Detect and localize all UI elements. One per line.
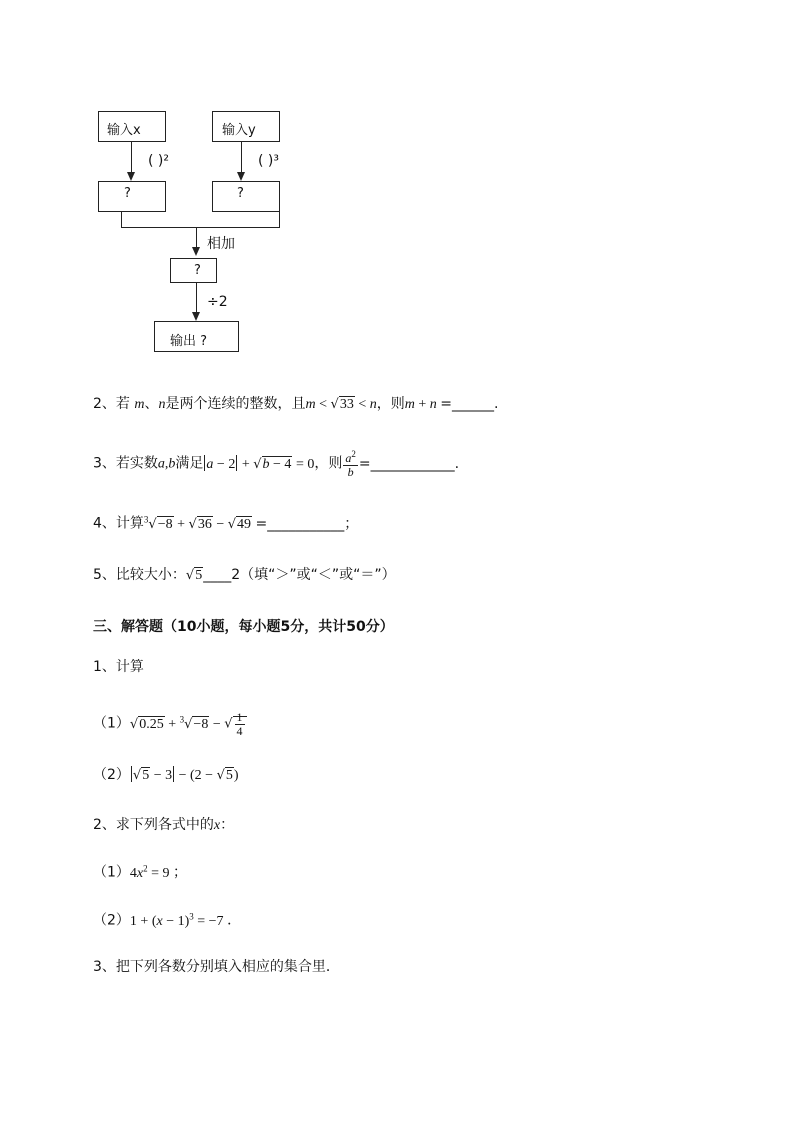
question-4: 4、计算$^3$√−8 + √36 − √49 =___________； xyxy=(93,514,359,532)
p1-2-label: （2） xyxy=(93,767,130,783)
p1-1-label: （1） xyxy=(93,715,130,732)
section-3-heading: 三、解答题（10小题，每小题5分，共计50分） xyxy=(93,619,394,635)
problem-2-part-1: $(1)4x^2 = 9$ ； xyxy=(93,863,188,881)
q2-answer-blank[interactable]: =______. xyxy=(440,396,499,412)
problem-1-title: 1、计算 xyxy=(93,659,144,675)
q4-prefix: 4、计算 xyxy=(93,515,144,532)
q2-text1: 是两个连续的整数，且 xyxy=(165,396,306,412)
cubed-result-box xyxy=(212,181,280,212)
sum-unknown: ? xyxy=(194,263,201,278)
output-label: 输出 ? xyxy=(170,334,208,349)
p2-variable: x xyxy=(213,818,221,833)
question-2: 2、若 m、n是两个连续的整数，且m < √33 < n，则m + n =______. xyxy=(93,396,499,412)
merge-line-right xyxy=(279,212,280,227)
input-y-label: 输入y xyxy=(222,123,256,138)
cubed-result-unknown: ? xyxy=(237,186,244,201)
problem-2-part-2: $(2)1 + (x - 1)^3 = -7$ ． xyxy=(93,911,242,929)
arrow-head-y xyxy=(237,172,245,181)
p2-1-label: （1） xyxy=(93,864,130,881)
cube-operation-label: ( )³ xyxy=(258,153,279,169)
problem-3-title: 3、把下列各数分别填入相应的集合里． xyxy=(93,959,340,975)
merge-line-left xyxy=(121,212,122,227)
problem-1-part-1: （1）√0.25 + $^3$√−8 − √ $\frac{1}{4}$ xyxy=(93,709,247,738)
merge-line-horizontal xyxy=(121,227,280,228)
divide-arrow-line xyxy=(196,283,197,312)
p2-2-label: （2） xyxy=(93,912,130,929)
q2-text2: ，则 xyxy=(376,396,405,412)
merge-line-down xyxy=(196,227,197,247)
problem-2-title: 2、求下列各式中的x： xyxy=(93,817,235,833)
q3-prefix: 3、若实数 xyxy=(93,455,158,472)
arrow-line-x xyxy=(131,142,132,172)
question-3: 3、若实数a,b满足 a − 2 + √b − 4 = 0，则 $\frac{a^2}{b}$ =____________. xyxy=(93,449,460,479)
merge-arrow-head xyxy=(192,247,200,256)
q2-prefix: 2、若 xyxy=(93,396,135,412)
problem-1-part-2: （2） √5 − 3 − (2 − √5) xyxy=(93,767,239,783)
q4-answer-blank[interactable]: =___________； xyxy=(255,515,359,532)
add-operation-label: 相加 xyxy=(207,236,235,252)
q3-answer-blank[interactable]: =____________. xyxy=(358,455,460,472)
divide-arrow-head xyxy=(192,312,200,321)
q5-prefix: 5、比较大小： xyxy=(93,567,186,583)
q3-text2: ，则 xyxy=(314,455,343,472)
square-operation-label: ( )² xyxy=(148,153,169,169)
q3-text1: 满足 xyxy=(175,455,204,472)
q5-answer-blank[interactable]: ____2（填“＞”或“＜”或“＝”） xyxy=(203,567,396,583)
squared-result-box xyxy=(98,181,166,212)
divide-operation-label: ÷2 xyxy=(207,294,228,310)
question-5: 5、比较大小：√5____2（填“＞”或“＜”或“＝”） xyxy=(93,567,396,583)
arrow-line-y xyxy=(241,142,242,172)
squared-result-unknown: ? xyxy=(124,186,131,201)
arrow-head-x xyxy=(127,172,135,181)
input-x-label: 输入x xyxy=(107,123,141,138)
